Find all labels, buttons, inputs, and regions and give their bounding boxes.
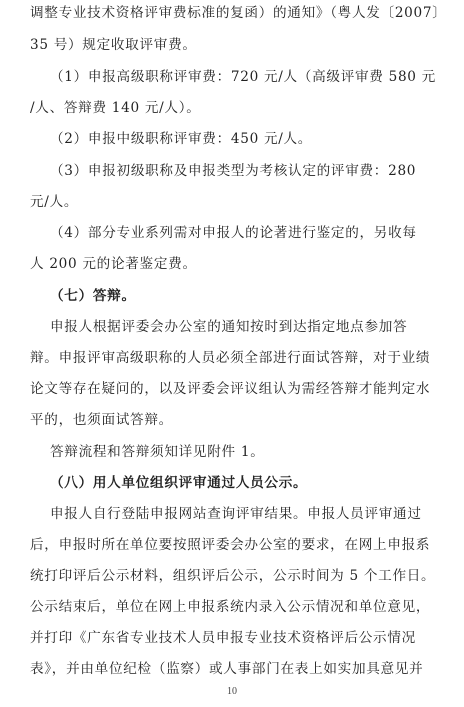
body-line: 统打印评后公示材料，组织评后公示，公示时间为 5 个工作日。	[30, 568, 436, 584]
body-line: 表》，并由单位纪检（监察）或人事部门在表上如实加具意见并	[30, 661, 424, 677]
body-line: 后，申报时所在单位要按照评委会办公室的要求，在网上申报系	[30, 537, 431, 553]
body-line: 平的，也须面试答辩。	[30, 412, 173, 428]
body-line: 论文等存在疑问的，以及评委会评议组认为需经答辩才能判定水	[30, 381, 431, 397]
section-heading-publicity: （八）用人单位组织评审通过人员公示。	[50, 475, 308, 491]
body-line: 申报人根据评委会办公室的通知按时到达指定地点参加答	[50, 319, 408, 335]
fee-item-3-line: 元/人。	[30, 194, 79, 210]
body-line: 并打印《广东省专业技术人员申报专业技术资格评后公示情况	[30, 630, 416, 646]
fee-item-3-line: （3）申报初级职称及申报类型为考核认定的评审费：280	[50, 163, 417, 179]
fee-item-1-line: /人、答辩费 140 元/人）。	[30, 100, 201, 116]
section-heading-defense: （七）答辩。	[50, 288, 136, 304]
fee-item-4-line: 人 200 元的论著鉴定费。	[30, 256, 197, 272]
body-line: 公示结束后，单位在网上申报系统内录入公示情况和单位意见，	[30, 599, 431, 615]
page-number: 10	[227, 686, 237, 697]
body-line: 辩。申报评审高级职称的人员必须全部进行面试答辩，对于业绩	[30, 350, 431, 366]
body-line: 答辩流程和答辩须知详见附件 1。	[50, 444, 265, 460]
fee-item-1-line: （1）申报高级职称评审费：720 元/人（高级评审费 580 元	[50, 69, 436, 85]
body-line: 35 号）规定收取评审费。	[30, 37, 197, 53]
fee-item-4-line: （4）部分专业系列需对申报人的论著进行鉴定的，另收每	[50, 225, 417, 241]
body-line: 调整专业技术资格评审费标准的复函）的通知》（粤人发〔2007〕	[30, 5, 447, 21]
body-line: 申报人自行登陆申报网站查询评审结果。申报人员评审通过	[50, 506, 422, 522]
fee-item-2-line: （2）申报中级职称评审费：450 元/人。	[50, 131, 313, 147]
